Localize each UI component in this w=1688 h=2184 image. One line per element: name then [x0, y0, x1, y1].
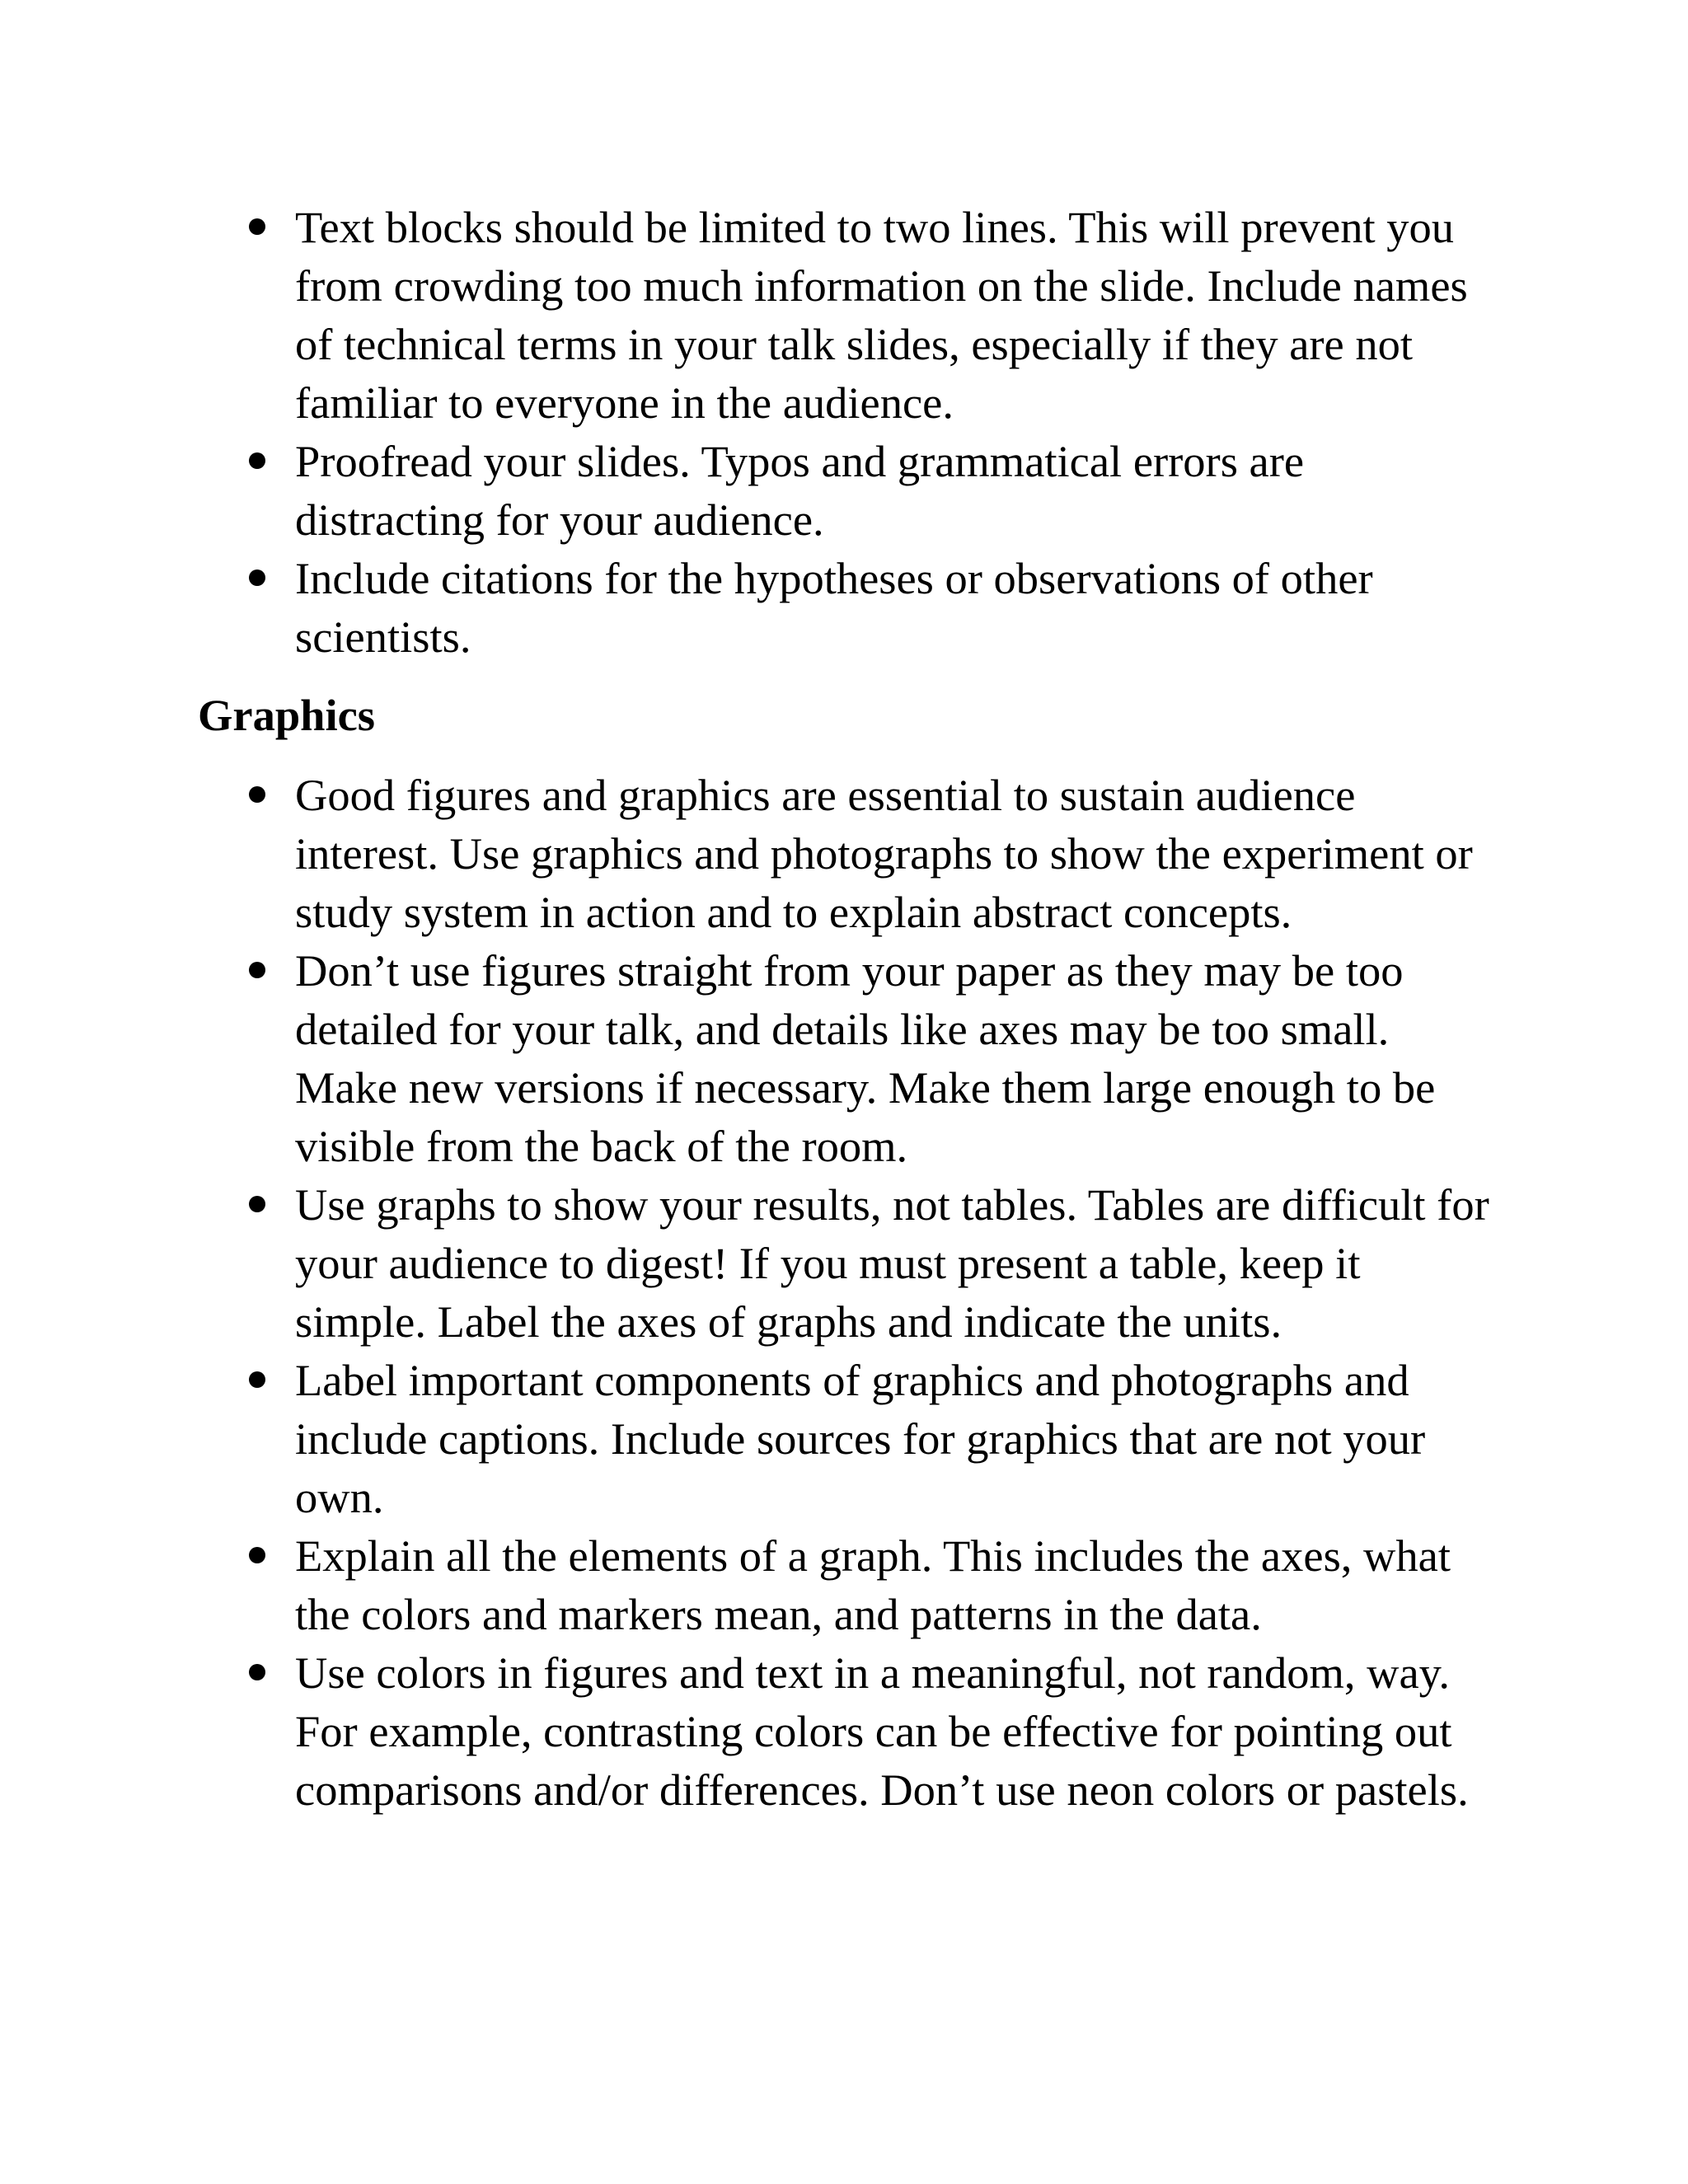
list-item [198, 1526, 1500, 1643]
list-item-text: Use graphs to show your results, not tables. Tables are difficult for your audience to digest! If you must present a table, keep it simple. Label the axes of graphs and indicate the units. [295, 1179, 1489, 1347]
bullet-icon [249, 569, 265, 586]
bullet-icon [249, 452, 265, 469]
list-item [198, 1643, 1500, 1819]
section-heading-graphics: Graphics [198, 690, 375, 740]
list-item-text: Include citations for the hypotheses or observations of other scientists. [295, 553, 1373, 662]
list-item-text: Proofread your slides. Typos and grammatical errors are distracting for your audience. [295, 436, 1305, 545]
bullet-icon [249, 1547, 265, 1563]
page-content [198, 198, 1500, 1819]
bullet-icon [249, 218, 265, 235]
bullet-icon [249, 1664, 265, 1680]
list-item [198, 941, 1500, 1175]
graphics-bullet-list [198, 766, 1500, 1819]
list-item [198, 198, 1500, 432]
list-item [198, 432, 1500, 549]
bullet-icon [249, 1196, 265, 1212]
bullet-icon [249, 786, 265, 803]
top-bullet-list [198, 198, 1500, 666]
list-item-text: Good figures and graphics are essential to sustain audience interest. Use graphics and photographs to show the experiment or study system in action and to explain abstract concepts. [295, 770, 1473, 937]
list-item [198, 1175, 1500, 1351]
bullet-icon [249, 1371, 265, 1388]
list-item-text: Label important components of graphics and photographs and include captions. Include sources for graphics that are not your own. [295, 1355, 1426, 1522]
bullet-icon [249, 962, 265, 978]
list-item [198, 1351, 1500, 1526]
list-item [198, 549, 1500, 666]
list-item-text: Explain all the elements of a graph. This includes the axes, what the colors and markers mean, and patterns in the data. [295, 1530, 1451, 1639]
list-item [198, 766, 1500, 941]
list-item-text: Text blocks should be limited to two lines. This will prevent you from crowding too much information on the slide. Include names of technical terms in your talk slides, especially if they are not familiar to everyone in the audience. [295, 202, 1468, 428]
list-item-text: Don’t use figures straight from your paper as they may be too detailed for your talk, and details like axes may be too small. Make new versions if necessary. Make them large enough to be visible from the back of the room. [295, 945, 1436, 1171]
list-item-text: Use colors in figures and text in a meaningful, not random, way. For example, contrasting colors can be effective for pointing out comparisons and/or differences. Don’t use neon colors or pastels. [295, 1647, 1469, 1815]
